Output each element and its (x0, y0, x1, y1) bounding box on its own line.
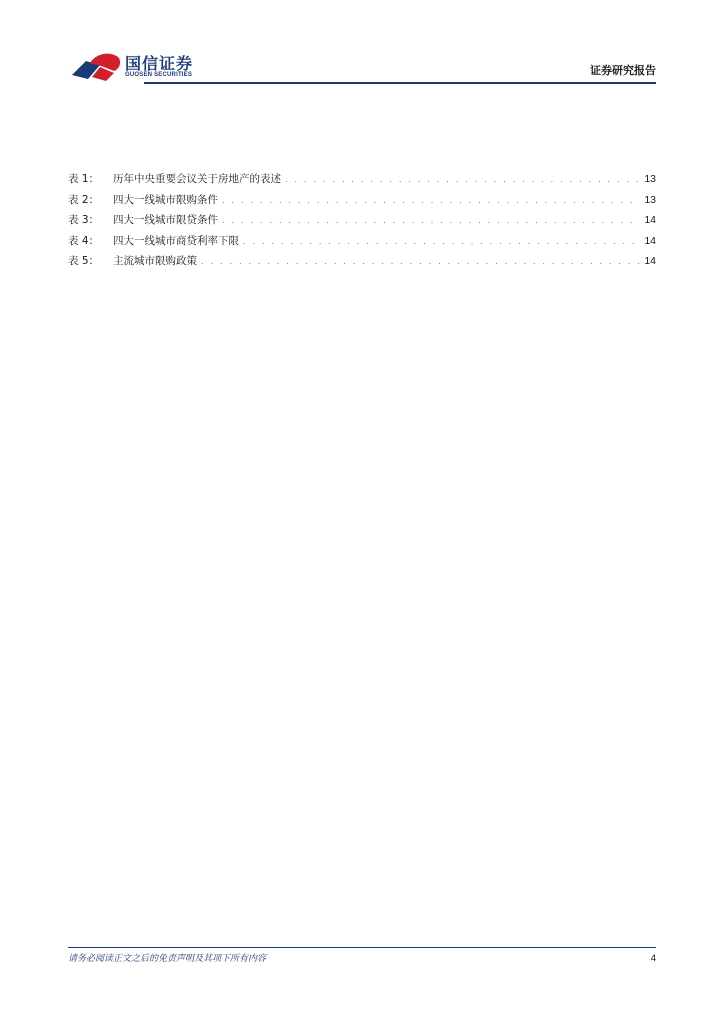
toc-dot-leader (222, 211, 640, 232)
toc-entry-page: 13 (644, 193, 656, 206)
toc-dot-leader (222, 191, 640, 212)
page-number: 4 (650, 953, 656, 964)
toc-entry[interactable] (68, 251, 656, 272)
toc-entry-label: 表 5： (68, 255, 100, 267)
toc-dot-leader (243, 232, 640, 253)
toc-entry-title: 四大一线城市限贷条件 (113, 214, 219, 226)
toc-entry-label: 表 2： (68, 193, 100, 206)
toc-dot-leader (285, 170, 640, 191)
toc-entry[interactable] (68, 169, 656, 190)
table-of-contents (68, 169, 656, 272)
toc-entry-label: 表 3： (68, 214, 100, 226)
toc-entry-title: 四大一线城市商贷利率下限 (113, 234, 240, 247)
logo-chinese-name: 国信证券 (125, 54, 194, 73)
toc-entry-page: 14 (644, 214, 656, 226)
page-header (68, 48, 656, 84)
toc-entry-page: 14 (644, 234, 656, 247)
guosen-logo (68, 48, 218, 84)
logo-english-name: GUOSEN SECURITIES (125, 72, 193, 78)
report-type-label: 证券研究报告 (590, 64, 656, 77)
toc-entry-label: 表 4： (68, 234, 100, 247)
toc-entry-title: 四大一线城市限购条件 (113, 193, 219, 206)
footer-disclaimer: 请务必阅读正文之后的免责声明及其项下所有内容 (68, 954, 267, 964)
toc-entry-page: 13 (644, 173, 656, 185)
header-divider (144, 82, 656, 84)
guosen-logo-icon (70, 51, 124, 83)
toc-entry-label: 表 1： (68, 173, 100, 185)
footer-divider (68, 947, 656, 948)
toc-entry[interactable] (68, 210, 656, 231)
toc-dot-leader (201, 252, 640, 273)
toc-entry[interactable] (68, 231, 656, 252)
toc-entry-title: 历年中央重要会议关于房地产的表述 (113, 173, 282, 185)
toc-entry-title: 主流城市限购政策 (113, 255, 198, 267)
toc-entry[interactable] (68, 190, 656, 211)
toc-entry-page: 14 (644, 255, 656, 267)
